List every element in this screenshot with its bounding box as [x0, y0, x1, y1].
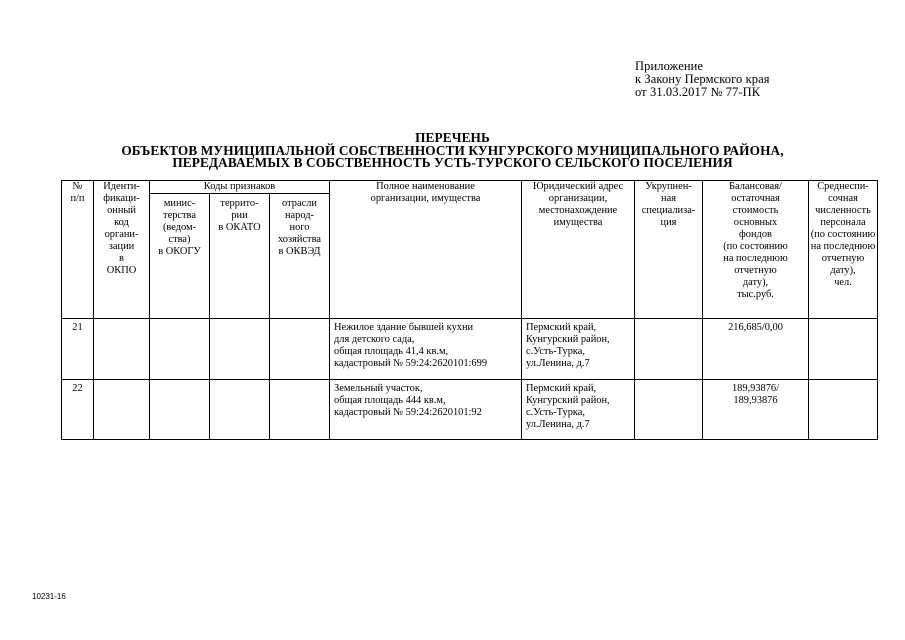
table-row [62, 319, 878, 380]
row-value: 189,93876/ 189,93876 [703, 380, 809, 440]
appendix-line-1: Приложение [635, 59, 704, 73]
header-staff: Среднеспи- сочная численность персонала (по состоянию на последнюю отчетную дату), чел. [809, 181, 878, 319]
row-okved [270, 319, 330, 380]
header-okato: террито- рии в ОКАТО [210, 194, 270, 319]
row-staff [809, 319, 878, 380]
header-okved: отрасли народ- ного хозяйства в ОКВЭД [270, 194, 330, 319]
row-staff [809, 380, 878, 440]
header-row-top [62, 181, 878, 194]
row-name: Земельный участок, общая площадь 444 кв.м, кадастровый № 59:24:2620101:92 [330, 380, 522, 440]
row-okogu [150, 380, 210, 440]
title-line-2: ОБЪЕКТОВ МУНИЦИПАЛЬНОЙ СОБСТВЕННОСТИ КУНГУРСКОГО МУНИЦИПАЛЬНОГО РАЙОНА, [121, 142, 784, 158]
title-line-1: ПЕРЕЧЕНЬ [415, 130, 490, 145]
header-okogu: минис- терства (ведом- ства) в ОКОГУ [150, 194, 210, 319]
row-spec [635, 319, 703, 380]
row-address: Пермский край, Кунгурский район, с.Усть-Турка, ул.Ленина, д.7 [522, 380, 635, 440]
header-name: Полное наименование организации, имущества [330, 181, 522, 319]
row-okved [270, 380, 330, 440]
row-address: Пермский край, Кунгурский район, с.Усть-Турка, ул.Ленина, д.7 [522, 319, 635, 380]
row-name: Нежилое здание бывшей кухни для детского сада, общая площадь 41,4 кв.м, кадастровый № 59:24:2620101:699 [330, 319, 522, 380]
header-codes-group: Коды признаков [150, 181, 330, 194]
row-spec [635, 380, 703, 440]
document-code: 10231-16 [32, 592, 66, 601]
header-okpo: Иденти- фикаци- онный код органи- зации в ОКПО [94, 181, 150, 319]
row-okogu [150, 319, 210, 380]
header-spec: Укрупнен- ная специализа- ция [635, 181, 703, 319]
header-value: Балансовая/ остаточная стоимость основных фондов (по состоянию на последнюю отчетную дату), тыс.руб. [703, 181, 809, 319]
document-title [0, 132, 905, 170]
row-num: 22 [62, 380, 94, 440]
title-line-3: ПЕРЕДАВАЕМЫХ В СОБСТВЕННОСТЬ УСТЬ-ТУРСКОГО СЕЛЬСКОГО ПОСЕЛЕНИЯ [172, 155, 733, 170]
row-okato [210, 380, 270, 440]
table-row [62, 380, 878, 440]
row-okpo [94, 380, 150, 440]
row-okato [210, 319, 270, 380]
header-num: № п/п [62, 181, 94, 319]
row-num: 21 [62, 319, 94, 380]
header-address: Юридический адрес организации, местонахождение имущества [522, 181, 635, 319]
row-okpo [94, 319, 150, 380]
appendix-note [635, 60, 770, 99]
row-value: 216,685/0,00 [703, 319, 809, 380]
appendix-line-2: к Закону Пермского края [635, 72, 770, 86]
property-table [61, 180, 878, 440]
appendix-line-3: от 31.03.2017 № 77-ПК [635, 85, 761, 99]
